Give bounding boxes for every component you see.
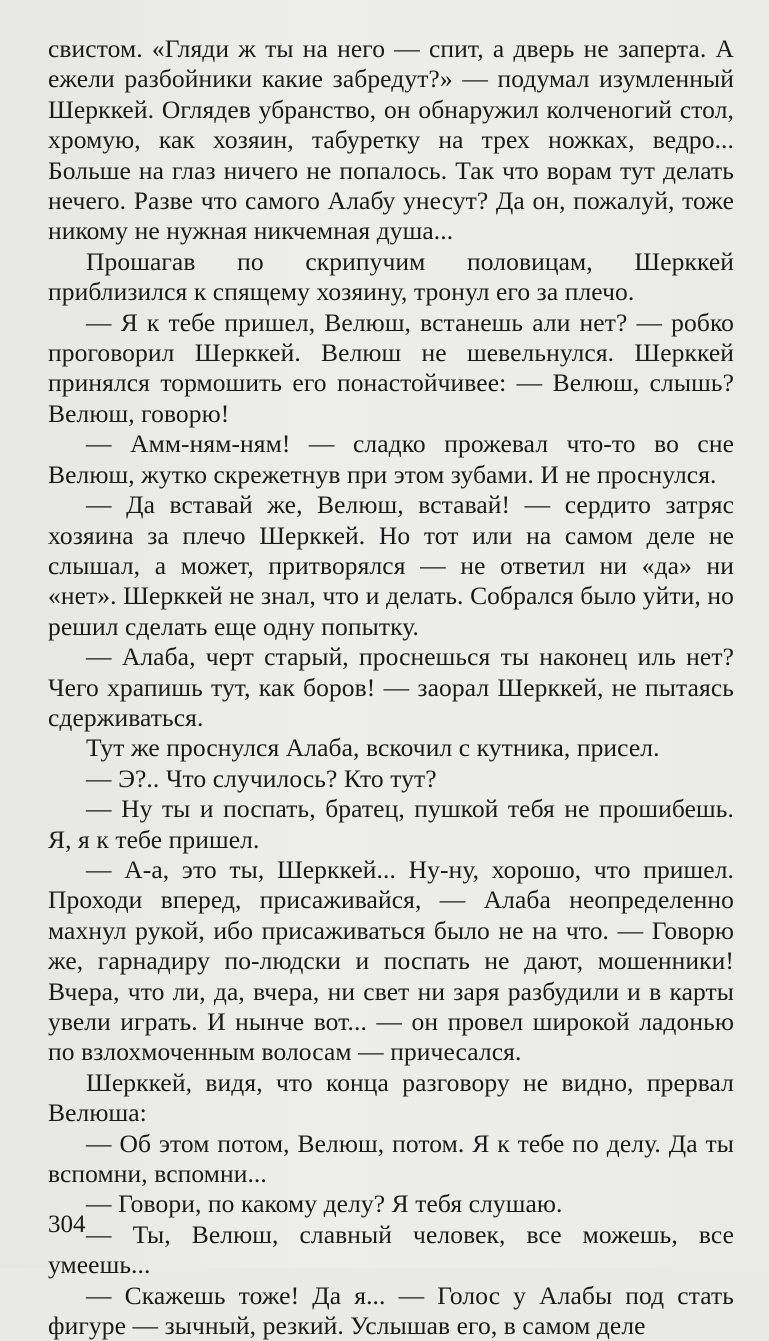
paragraph: — Алаба, черт старый, проснешься ты наконец иль нет? Чего храпишь тут, как боров! — заорал Шерккей, не пытаясь сдерживаться. <box>48 642 734 732</box>
paragraph: — Говори, по какому делу? Я тебя слушаю. <box>86 1189 563 1219</box>
paragraph: Прошагав по скрипучим половицам, Шерккей приблизился к спящему хозяину, тронул его за плечо. <box>48 246 734 307</box>
paragraph: — Об этом потом, Велюш, потом. Я к тебе по делу. Да ты вспомни, вспомни... <box>48 1128 734 1189</box>
paragraph: — Скажешь тоже! Да я... — Голос у Алабы под стать фигуре — зычный, резкий. Услышав его, в самом деле <box>48 1280 734 1341</box>
paragraph: — Я к тебе пришел, Велюш, встанешь али нет? — робко проговорил Шерккей. Велюш не шевельнулся. Шерккей принялся тормошить его понастойчивее: — Велюш, слышь? Велюш, говорю! <box>48 307 734 428</box>
paragraph: — Амм-ням-ням! — сладко прожевал что-то во сне Велюш, жутко скрежетнув при этом зубами. И не проснулся. <box>48 429 734 489</box>
paragraph: — Ну ты и поспать, братец, пушкой тебя не прошибешь. Я, я к тебе пришел. <box>48 794 734 854</box>
paragraph: — А-а, это ты, Шерккей... Ну-ну, хорошо, что пришел. Проходи вперед, присаживайся, — Алаба неопределенно махнул рукой, ибо присаживаться было не на что. — Говорю же, гарнадиру по-людски и поспать не дают, мошенники! Вчера, что ли, да, вчера, ни свет ни заря разбудили и в карты увели играть. И нынче вот... — он провел широкой ладонью по взлохмоченным волосам — причесался. <box>48 854 734 1067</box>
paragraph: Шерккей, видя, что конца разговору не видно, прервал Велюша: <box>48 1067 734 1128</box>
paragraph: Тут же проснулся Алаба, вскочил с кутника, присел. <box>86 733 660 763</box>
paragraph: — Ты, Велюш, славный человек, все можешь, все умеешь... <box>48 1219 734 1280</box>
page-body <box>48 34 734 1341</box>
paragraph: — Да вставай же, Велюш, вставай! — сердито затряс хозяина за плечо Шерккей. Но тот или на самом деле не слышал, а может, притворялся — не ответил ни «да» ни «нет». Шерккей не знал, что и делать. Собрался было уйти, но решил сделать еще одну попытку. <box>48 490 734 641</box>
paragraph: свистом. «Гляди ж ты на него — спит, а дверь не заперта. А ежели разбойники какие забредут?» — подумал изумленный Шерккей. Оглядев убранство, он обнаружил колченогий стол, хромую, как хозяин, табуретку на трех ножках, ведро... Больше на глаз ничего не попалось. Так что ворам тут делать нечего. Разве что самого Алабу унесут? Да он, пожалуй, тоже никому не нужная никчемная душа... <box>48 34 734 246</box>
paragraph: — Э?.. Что случилось? Кто тут? <box>86 763 437 793</box>
page-number: 304 <box>48 1211 86 1238</box>
